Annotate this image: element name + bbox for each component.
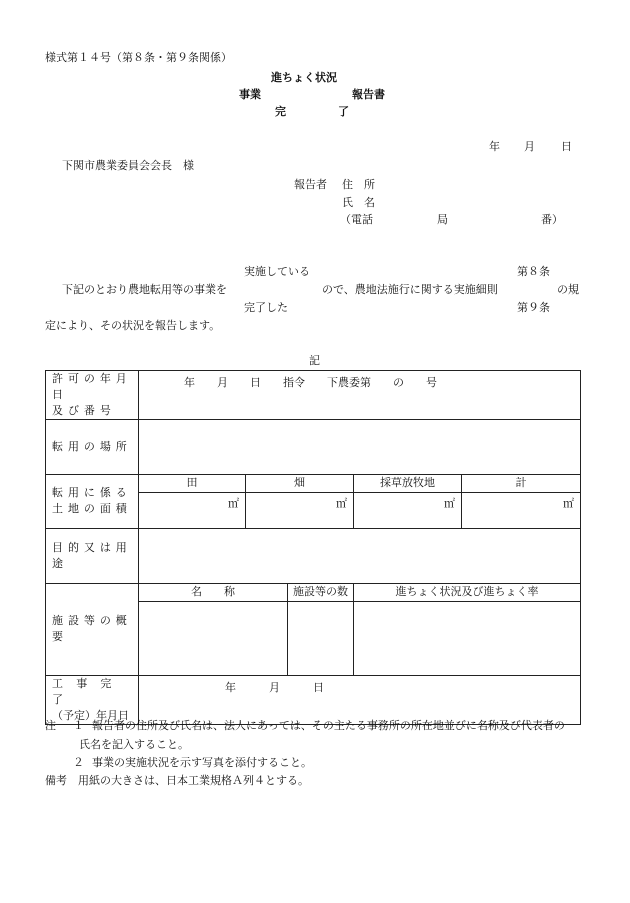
address-label: 住 所: [342, 178, 375, 191]
name-label: 氏 名: [342, 196, 375, 209]
addressee: 下関市農業委員会会長 様: [62, 159, 194, 172]
note1-text: 報告者の住所及び氏名は、法人にあっては、その主たる事務所の所在地並びに名称及び代表者の: [92, 719, 565, 732]
option-in-progress: 実施している: [244, 265, 310, 278]
body-line1-part3: の規: [557, 283, 579, 296]
body-line1-part1: 下記のとおり農地転用等の事業を: [62, 283, 227, 296]
area-header-rice: 田: [139, 474, 246, 492]
area-field-value[interactable]: ㎡: [246, 492, 354, 528]
area-header-total: 計: [462, 474, 581, 492]
title-progress: 進ちょく状況: [271, 71, 337, 84]
completion-label-cell: [46, 675, 139, 724]
area-pasture-value[interactable]: ㎡: [354, 492, 462, 528]
article-8: 第８条: [517, 265, 550, 278]
note2-num: ２: [73, 756, 84, 769]
purpose-label: 目的又は用途: [46, 528, 139, 583]
area-header-field: 畑: [246, 474, 354, 492]
facility-header-count: 施設等の数: [288, 583, 354, 601]
row-location: [46, 419, 581, 474]
completion-label-b: （予定）年月日: [52, 708, 129, 722]
remark: 備考 用紙の大きさは、日本工業規格Ａ列４とする。: [45, 774, 309, 787]
area-header-pasture: 採草放牧地: [354, 474, 462, 492]
article-9: 第９条: [517, 301, 550, 314]
title-project: 事業: [239, 88, 261, 101]
permit-value[interactable]: 年 月 日 指令 下農委第 の 号: [139, 371, 581, 420]
permit-label-a: 許可の年月日: [52, 372, 132, 401]
row-facility-head: [46, 583, 581, 601]
facility-count-value[interactable]: [288, 601, 354, 675]
form-number: 様式第１４号（第８条・第９条関係）: [45, 51, 232, 64]
body-line2: 定により、その状況を報告します。: [45, 319, 221, 332]
location-label: 転用の場所: [46, 419, 139, 474]
reporter-label: 報告者: [294, 178, 327, 191]
row-completion: [46, 675, 581, 724]
facility-header-name: 名 称: [139, 583, 288, 601]
row-area-head: [46, 474, 581, 492]
note1-cont: 氏名を記入すること。: [79, 738, 189, 751]
area-rice-value[interactable]: ㎡: [139, 492, 246, 528]
area-label-a: 転用に係る: [52, 486, 132, 500]
option-completed: 完了した: [244, 301, 288, 314]
ki-heading: 記: [309, 354, 320, 367]
permit-label-b: 及び番号: [52, 403, 116, 417]
date-month: 月: [524, 140, 535, 153]
permit-label-cell: [46, 371, 139, 420]
note2-text: 事業の実施状況を示す写真を添付すること。: [92, 756, 312, 769]
report-table: [45, 370, 581, 725]
area-total-value[interactable]: ㎡: [462, 492, 581, 528]
completion-value[interactable]: 年 月 日: [139, 675, 581, 724]
facility-name-value[interactable]: [139, 601, 288, 675]
note-label: 注: [45, 719, 56, 732]
purpose-value[interactable]: [139, 528, 581, 583]
facility-label: 施設等の概要: [46, 583, 139, 675]
area-label-b: 土地の面積: [52, 502, 132, 516]
note1-num: １: [73, 719, 84, 732]
phone-open: （電話: [340, 213, 373, 226]
title-report: 報告書: [352, 88, 385, 101]
date-year: 年: [489, 140, 500, 153]
title-complete-2: 了: [338, 105, 349, 118]
phone-number: 番）: [541, 213, 563, 226]
facility-progress-value[interactable]: [354, 601, 581, 675]
completion-label-a: 工事完了: [52, 676, 125, 706]
row-purpose: [46, 528, 581, 583]
body-line1-part2: ので、農地法施行に関する実施細則: [322, 283, 498, 296]
location-value[interactable]: [139, 419, 581, 474]
title-complete-1: 完: [275, 105, 286, 118]
date-day: 日: [561, 140, 572, 153]
phone-station: 局: [437, 213, 448, 226]
row-permit: [46, 371, 581, 420]
facility-header-progress: 進ちょく状況及び進ちょく率: [354, 583, 581, 601]
area-label-cell: [46, 474, 139, 528]
